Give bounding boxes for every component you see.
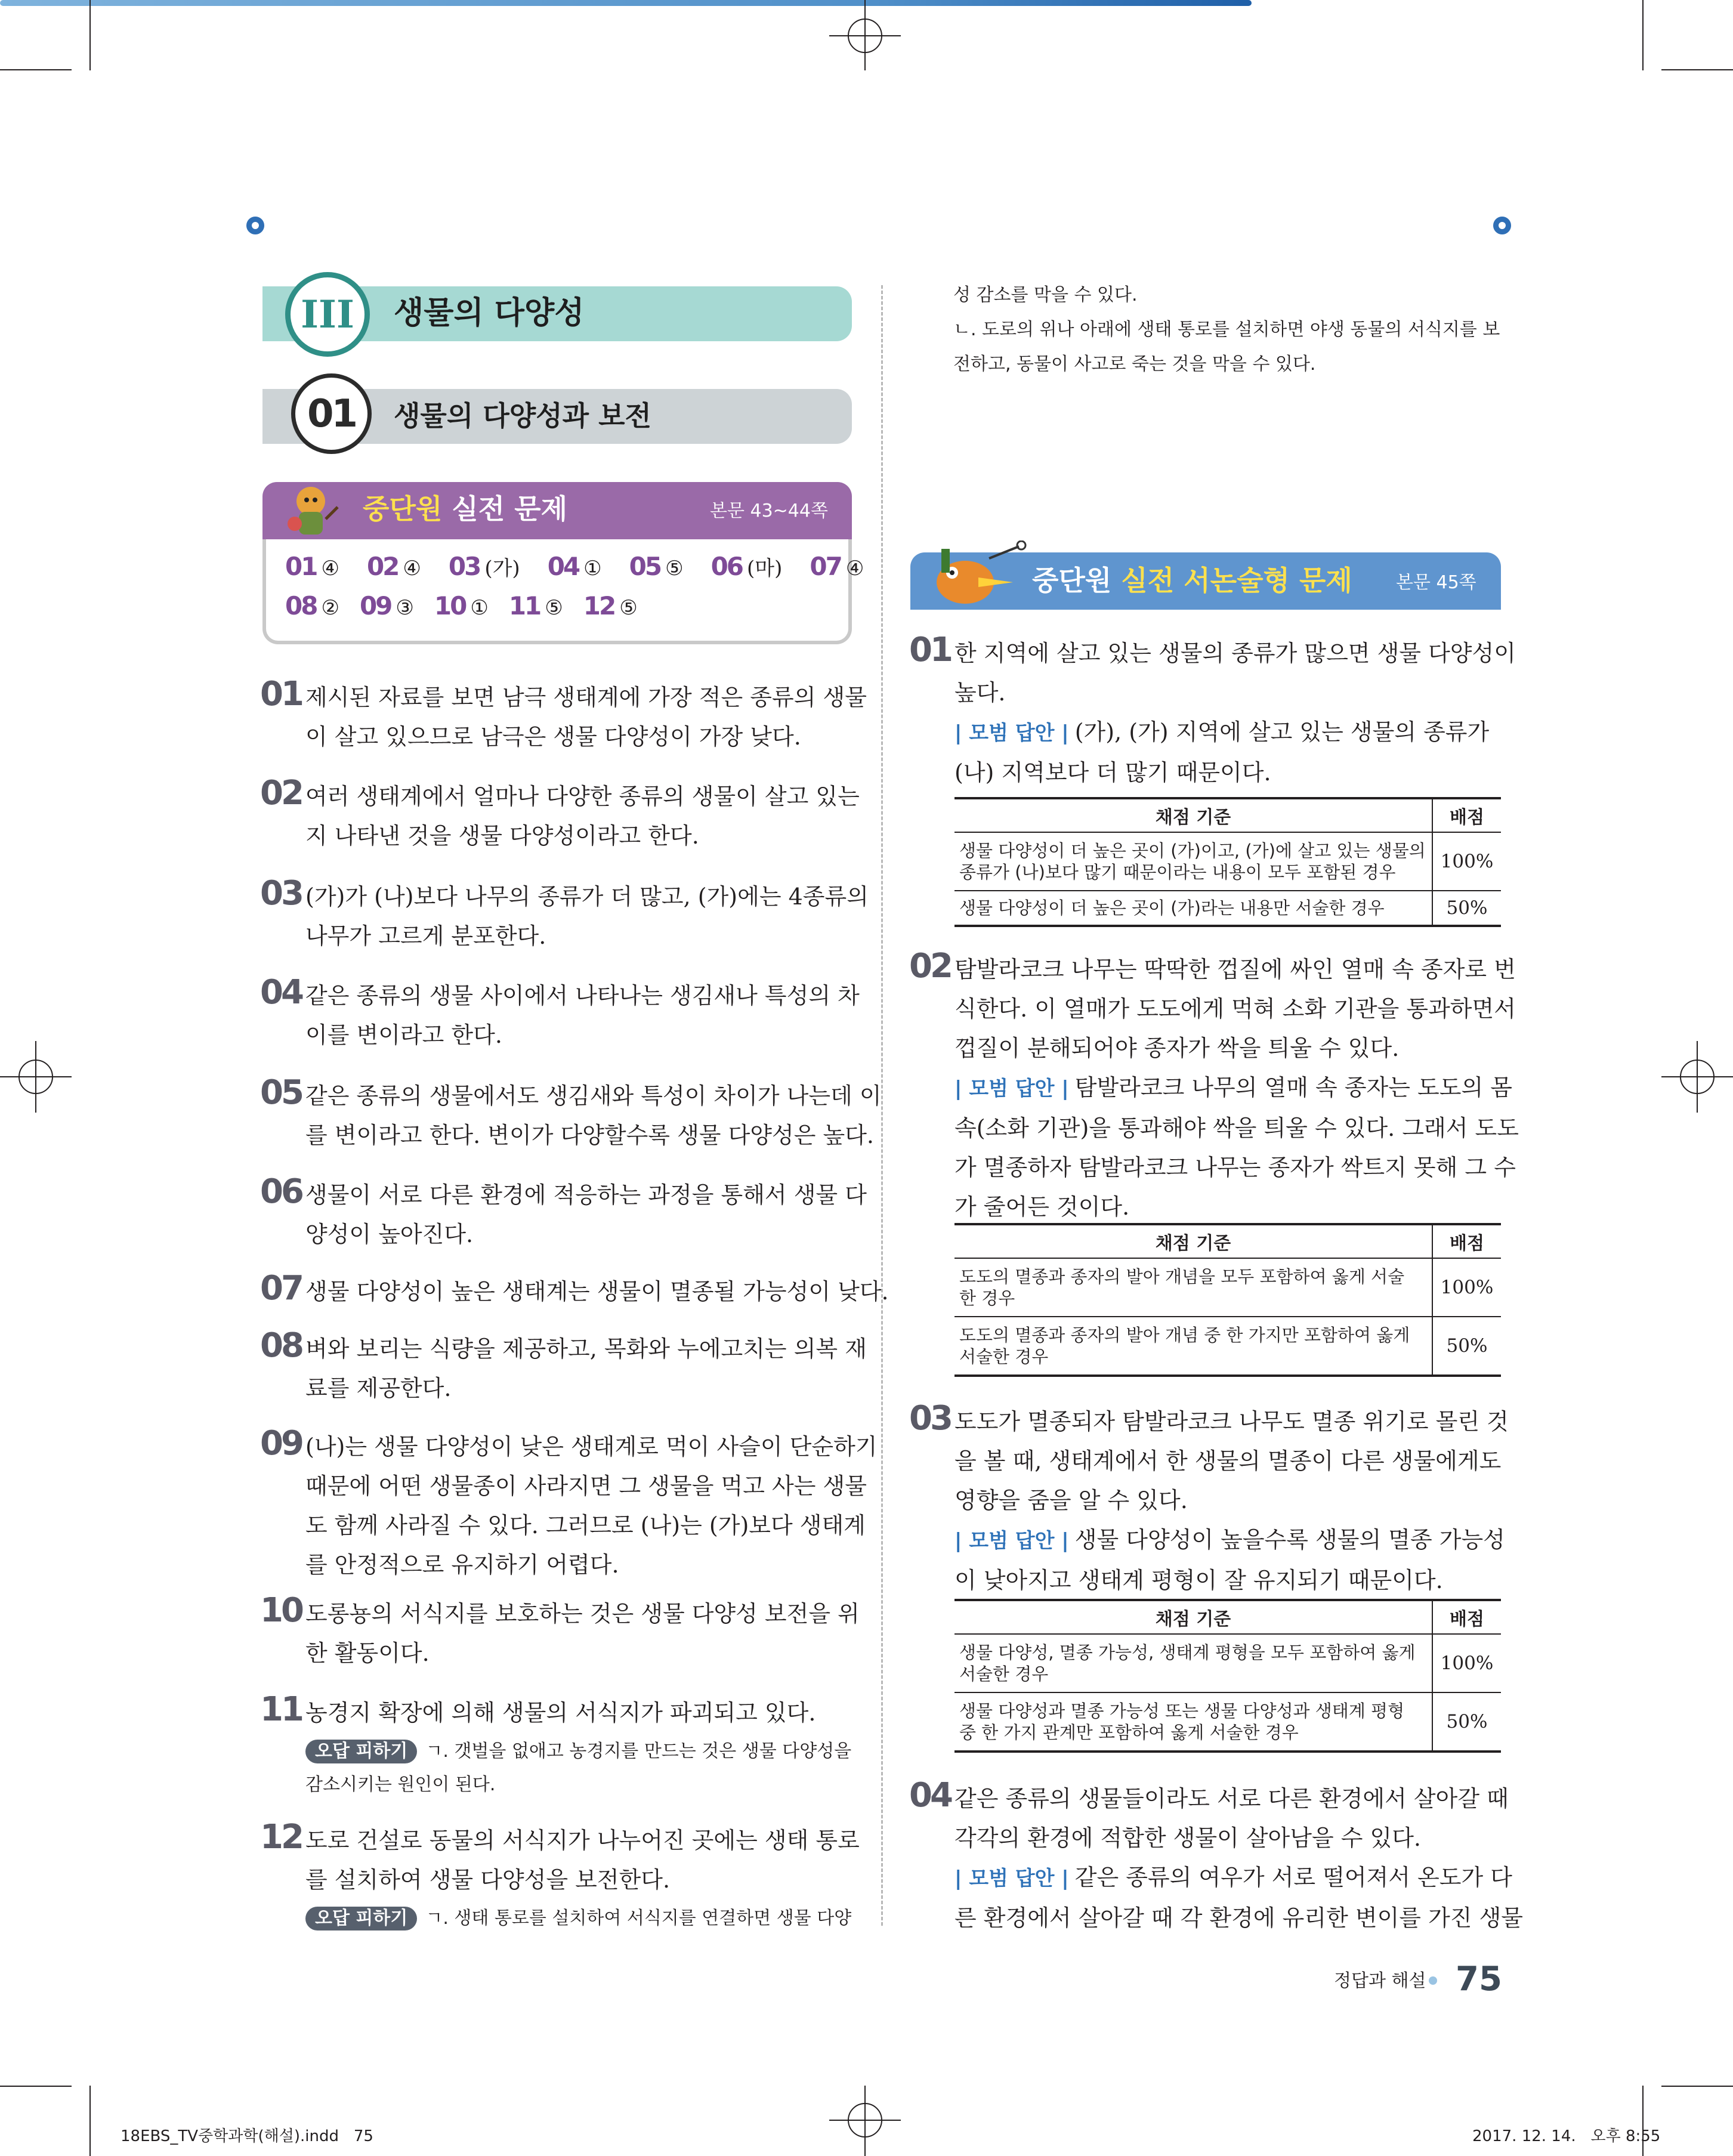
essay-line: 탐발라코크 나무는 딱딱한 껍질에 싸인 열매 속 종자로 번 — [954, 956, 1516, 983]
question-line: 나무가 고르게 분포한다. — [305, 923, 546, 949]
chapter-number: 01 — [307, 391, 356, 436]
continuation-line: 성 감소를 막을 수 있다. — [953, 285, 1138, 305]
criteria-line: 생물 다양성, 멸종 가능성, 생태계 평형을 모두 포함하여 옳게 — [959, 1642, 1416, 1663]
chapter-title: 생물의 다양성과 보전 — [394, 400, 651, 432]
answer-number: 03 — [448, 552, 480, 581]
answer-item — [434, 588, 489, 626]
registration-mark-top — [829, 0, 901, 70]
grading-row — [954, 832, 1501, 891]
answer-value: ③ — [396, 596, 414, 620]
essay-line: 높다. — [954, 679, 1006, 706]
question-line: 같은 종류의 생물에서도 생김새와 특성이 차이가 나는데 이 — [305, 1083, 882, 1109]
grading-table — [954, 797, 1501, 927]
question-line: (나)는 생물 다양성이 낮은 생태계로 먹이 사슬이 단순하기 — [305, 1434, 878, 1460]
criteria-header: 채점 기준 — [954, 1224, 1432, 1258]
criteria-cell — [954, 1317, 1432, 1376]
answer-value: (가) — [484, 557, 520, 580]
continuation-line: ㄴ. 도로의 위나 아래에 생태 통로를 설치하면 야생 동물의 서식지를 보 — [953, 319, 1500, 340]
footer-dot — [1429, 1976, 1437, 1985]
answer-number: 06 — [711, 552, 743, 581]
tip-line — [305, 1902, 852, 1935]
question-line: 도로 건설로 동물의 서식지가 나누어진 곳에는 생태 통로 — [305, 1827, 860, 1854]
criteria-line: 생물 다양성이 더 높은 곳이 (가)이고, (가)에 살고 있는 생물의 — [959, 841, 1426, 861]
criteria-line: 중 한 가지 관계만 포함하여 옳게 서술한 경우 — [959, 1722, 1299, 1743]
essay-line: 을 볼 때, 생태계에서 한 생물의 멸종이 다른 생물에게도 — [954, 1448, 1502, 1474]
question-number: 12 — [260, 1818, 302, 1857]
tip-line: 감소시키는 원인이 된다. — [305, 1774, 496, 1795]
model-answer-line: (나) 지역보다 더 많기 때문이다. — [954, 759, 1271, 786]
question-line: 같은 종류의 생물 사이에서 나타나는 생김새나 특성의 차 — [305, 983, 860, 1009]
unit-numeral: III — [301, 292, 354, 337]
question-text — [305, 1427, 878, 1584]
answer-item — [711, 549, 783, 586]
criteria-cell — [954, 1634, 1432, 1692]
model-answer-label: | 모범 답안 | — [954, 1077, 1069, 1101]
essay-number: 02 — [909, 947, 951, 986]
unit-title: 생물의 다양성 — [394, 295, 585, 331]
score-cell: 100% — [1432, 1258, 1501, 1317]
registration-mark-bottom — [829, 2086, 901, 2156]
registration-mark-right — [1661, 1041, 1733, 1113]
question-number: 08 — [260, 1326, 302, 1365]
essay-line: 도도가 멸종되자 탐발라코크 나무도 멸종 위기로 몰린 것 — [954, 1408, 1509, 1435]
page-number: 75 — [1456, 1960, 1502, 1999]
essay-line: 같은 종류의 생물들이라도 서로 다른 환경에서 살아갈 때 — [954, 1786, 1509, 1812]
essay-number: 04 — [909, 1776, 951, 1815]
answer-number: 08 — [285, 591, 317, 620]
question-line: 를 변이라고 한다. 변이가 다양할수록 생물 다양성은 높다. — [305, 1122, 874, 1148]
answer-value: ④ — [845, 557, 864, 580]
grading-row — [954, 891, 1501, 926]
answer-item — [810, 549, 864, 586]
unit-numeral-badge — [285, 272, 370, 357]
question-line: 료를 제공한다. — [305, 1375, 452, 1401]
question-text — [305, 678, 867, 756]
criteria-cell — [954, 1692, 1432, 1752]
question-text — [305, 1076, 882, 1155]
model-answer-line: 가 멸종하자 탐발라코크 나무는 종자가 싹트지 못해 그 수 — [954, 1154, 1516, 1181]
answer-number: 11 — [508, 591, 540, 620]
model-answer-line — [954, 1858, 1512, 1898]
footer-label: 정답과 해설 — [1334, 1970, 1426, 1991]
bird-mascot-icon — [923, 540, 1031, 612]
tip-block — [305, 1735, 852, 1802]
chapter-number-badge — [291, 373, 372, 454]
essay-text — [954, 1402, 1509, 1600]
criteria-cell — [954, 1258, 1432, 1317]
essay-text — [954, 634, 1516, 792]
answer-number: 07 — [810, 552, 841, 581]
model-answer-text: 같은 종류의 여우가 서로 떨어져서 온도가 다 — [1074, 1864, 1512, 1891]
model-answer-line — [954, 1520, 1505, 1561]
criteria-line: 도도의 멸종과 종자의 발아 개념 중 한 가지만 포함하여 옳게 — [959, 1325, 1410, 1345]
essay-text — [954, 1779, 1523, 1938]
model-answer-text: 탐발라코크 나무의 열매 속 종자는 도도의 몸 — [1074, 1074, 1512, 1101]
section-a-title-prefix: 중단원 — [363, 493, 443, 525]
question-text — [305, 1594, 860, 1673]
question-text — [305, 877, 869, 956]
question-text — [305, 777, 860, 855]
answer-item — [360, 588, 414, 626]
answer-value: ② — [321, 596, 339, 620]
question-text — [305, 1272, 889, 1311]
question-line: 도 함께 사라질 수 있다. 그러므로 (나)는 (가)보다 생태계 — [305, 1512, 866, 1539]
section-a-page-ref: 본문 43~44쪽 — [710, 501, 828, 521]
answer-item — [367, 549, 421, 586]
score-header: 배점 — [1432, 1600, 1501, 1634]
continuation-line: 전하고, 동물이 사고로 죽는 것을 막을 수 있다. — [953, 354, 1316, 375]
answer-value: ① — [583, 557, 602, 580]
file-info: 18EBS_TV중학과학(해설).indd 75 — [121, 2127, 373, 2145]
question-line: 여러 생태계에서 얼마나 다양한 종류의 생물이 살고 있는 — [305, 783, 860, 810]
answer-value: ④ — [403, 557, 421, 580]
answers-row-2 — [285, 588, 658, 626]
grading-row — [954, 1317, 1501, 1376]
section-b-title — [1032, 560, 1352, 601]
question-text — [305, 1329, 867, 1408]
question-text — [305, 1693, 852, 1732]
answer-number: 02 — [366, 552, 399, 581]
question-number: 03 — [260, 874, 302, 913]
question-number: 01 — [260, 675, 302, 713]
answer-item — [285, 549, 339, 586]
score-cell: 50% — [1432, 891, 1501, 926]
question-number: 05 — [260, 1073, 302, 1112]
model-answer-text: 생물 다양성이 높을수록 생물의 멸종 가능성 — [1074, 1527, 1505, 1553]
score-cell: 100% — [1432, 1634, 1501, 1692]
essay-line: 껍질이 분해되어야 종자가 싹을 틔울 수 있다. — [954, 1035, 1400, 1061]
question-line: 이를 변이라고 한다. — [305, 1022, 502, 1048]
question-text — [305, 1175, 867, 1254]
question-number: 07 — [260, 1269, 302, 1308]
answer-value: (마) — [747, 557, 783, 580]
essay-line: 각각의 환경에 적합한 생물이 살아남을 수 있다. — [954, 1825, 1422, 1851]
question-line: 벼와 보리는 식량을 제공하고, 목화와 누에고치는 의복 재 — [305, 1336, 867, 1362]
criteria-line: 생물 다양성과 멸종 가능성 또는 생물 다양성과 생태계 평형 — [959, 1701, 1405, 1721]
question-number: 06 — [260, 1172, 302, 1211]
registration-mark-left — [0, 1041, 72, 1113]
score-cell: 50% — [1432, 1692, 1501, 1752]
model-answer-text: (가), (가) 지역에 살고 있는 생물의 종류가 — [1074, 719, 1490, 745]
question-line: 를 안정적으로 유지하기 어렵다. — [305, 1552, 619, 1578]
score-cell: 50% — [1432, 1317, 1501, 1376]
mascot-icon — [278, 477, 344, 543]
question-line: 때문에 어떤 생물종이 사라지면 그 생물을 먹고 사는 생물 — [305, 1473, 867, 1499]
tip-text: ㄱ. 생태 통로를 설치하여 서식지를 연결하면 생물 다양 — [425, 1908, 852, 1929]
grading-row — [954, 1634, 1501, 1692]
question-line: 이 살고 있으므로 남극은 생물 다양성이 가장 낮다. — [305, 724, 801, 750]
grading-header-row — [954, 1600, 1501, 1634]
answers-row-1 — [285, 549, 891, 586]
criteria-header: 채점 기준 — [954, 1600, 1432, 1634]
section-b-page-ref: 본문 45쪽 — [1396, 572, 1476, 593]
question-line: 양성이 높아진다. — [305, 1221, 474, 1247]
answer-number: 12 — [583, 591, 615, 620]
essay-number: 03 — [909, 1399, 951, 1438]
question-number: 09 — [260, 1424, 302, 1463]
tip-block — [305, 1902, 852, 1935]
answer-number: 04 — [547, 552, 579, 581]
answer-item — [548, 549, 602, 586]
essay-number: 01 — [909, 631, 951, 669]
answer-value: ④ — [321, 557, 339, 580]
model-answer-line — [954, 712, 1501, 753]
question-line: 제시된 자료를 보면 남극 생태계에 가장 적은 종류의 생물 — [305, 684, 867, 711]
answer-item — [449, 549, 520, 586]
criteria-cell — [954, 832, 1432, 891]
criteria-line: 도도의 멸종과 종자의 발아 개념을 모두 포함하여 옳게 서술 — [959, 1267, 1405, 1287]
answer-value: ⑤ — [545, 596, 563, 620]
answer-item — [509, 588, 563, 626]
model-answer-line — [954, 1068, 1512, 1108]
question-number: 11 — [260, 1690, 302, 1729]
section-b-title-main: 실전 서논술형 문제 — [1121, 564, 1352, 597]
tip-line — [305, 1735, 852, 1768]
section-a-title-main: 실전 문제 — [452, 493, 568, 525]
criteria-line: 한 경우 — [959, 1288, 1015, 1308]
question-line: 생물 다양성이 높은 생태계는 생물이 멸종될 가능성이 낮다. — [305, 1278, 889, 1305]
answer-item — [285, 588, 339, 626]
model-answer-line: 속(소화 기관)을 통과해야 싹을 틔울 수 있다. 그래서 도도 — [954, 1115, 1519, 1141]
answer-item — [583, 588, 638, 626]
grading-row — [954, 1258, 1501, 1317]
question-line: (가)가 (나)보다 나무의 종류가 더 많고, (가)에는 4종류의 — [305, 884, 869, 910]
question-line: 농경지 확장에 의해 생물의 서식지가 파괴되고 있다. — [305, 1700, 816, 1726]
bar-end-dot-left — [246, 217, 264, 234]
model-answer-label: | 모범 답안 | — [954, 721, 1069, 745]
question-line: 한 활동이다. — [305, 1640, 430, 1666]
grading-row — [954, 1692, 1501, 1752]
criteria-line: 서술한 경우 — [959, 1346, 1049, 1367]
grading-table — [954, 1599, 1501, 1753]
tip-label: 오답 피하기 — [305, 1907, 417, 1930]
section-b-title-prefix: 중단원 — [1032, 564, 1112, 597]
answer-number: 09 — [359, 591, 391, 620]
bar-end-dot-right — [1493, 217, 1511, 234]
answer-item — [629, 549, 684, 586]
score-cell: 100% — [1432, 832, 1501, 891]
essay-line: 한 지역에 살고 있는 생물의 종류가 많으면 생물 다양성이 — [954, 640, 1516, 666]
model-answer-line: 이 낮아지고 생태계 평형이 잘 유지되기 때문이다. — [954, 1567, 1443, 1593]
model-answer-line: 가 줄어든 것이다. — [954, 1194, 1130, 1220]
score-header: 배점 — [1432, 798, 1501, 832]
timestamp: 2017. 12. 14. 오후 8:55 — [1472, 2127, 1661, 2145]
answer-value: ⑤ — [619, 596, 638, 620]
answer-number: 01 — [285, 552, 317, 581]
model-answer-line: 른 환경에서 살아갈 때 각 환경에 유리한 변이를 가진 생물 — [954, 1905, 1523, 1931]
criteria-cell — [954, 891, 1432, 926]
answer-value: ⑤ — [665, 557, 684, 580]
grading-table — [954, 1223, 1501, 1377]
tip-text: ㄱ. 갯벌을 없애고 농경지를 만드는 것은 생물 다양성을 — [425, 1741, 852, 1762]
criteria-line: 서술한 경우 — [959, 1664, 1049, 1684]
question-number: 04 — [260, 973, 302, 1012]
tip-label: 오답 피하기 — [305, 1740, 417, 1763]
answer-value: ① — [470, 596, 489, 620]
grading-header-row — [954, 798, 1501, 832]
essay-text — [954, 950, 1519, 1227]
criteria-header: 채점 기준 — [954, 798, 1432, 832]
answer-number: 05 — [629, 552, 661, 581]
question-number: 02 — [260, 774, 302, 813]
criteria-line: 종류가 (나)보다 많기 때문이라는 내용이 모두 포함된 경우 — [959, 862, 1396, 882]
top-decorative-bar — [0, 0, 1252, 6]
question-line: 도롱뇽의 서식지를 보호하는 것은 생물 다양성 보전을 위 — [305, 1601, 860, 1627]
score-header: 배점 — [1432, 1224, 1501, 1258]
criteria-line: 생물 다양성이 더 높은 곳이 (가)라는 내용만 서술한 경우 — [959, 898, 1385, 918]
question-line: 를 설치하여 생물 다양성을 보전한다. — [305, 1867, 671, 1893]
essay-line: 식한다. 이 열매가 도도에게 먹혀 소화 기관을 통과하면서 — [954, 996, 1516, 1022]
question-line: 지 나타낸 것을 생물 다양성이라고 한다. — [305, 823, 699, 849]
right-continuation-text — [953, 278, 1502, 382]
section-a-title — [363, 488, 567, 530]
question-text — [305, 976, 860, 1055]
essay-line: 영향을 줌을 알 수 있다. — [954, 1487, 1188, 1513]
question-line: 생물이 서로 다른 환경에 적응하는 과정을 통해서 생물 다 — [305, 1182, 867, 1208]
answer-number: 10 — [434, 591, 466, 620]
model-answer-label: | 모범 답안 | — [954, 1529, 1069, 1553]
grading-header-row — [954, 1224, 1501, 1258]
question-text — [305, 1821, 860, 1899]
model-answer-label: | 모범 답안 | — [954, 1867, 1069, 1891]
question-number: 10 — [260, 1591, 302, 1630]
